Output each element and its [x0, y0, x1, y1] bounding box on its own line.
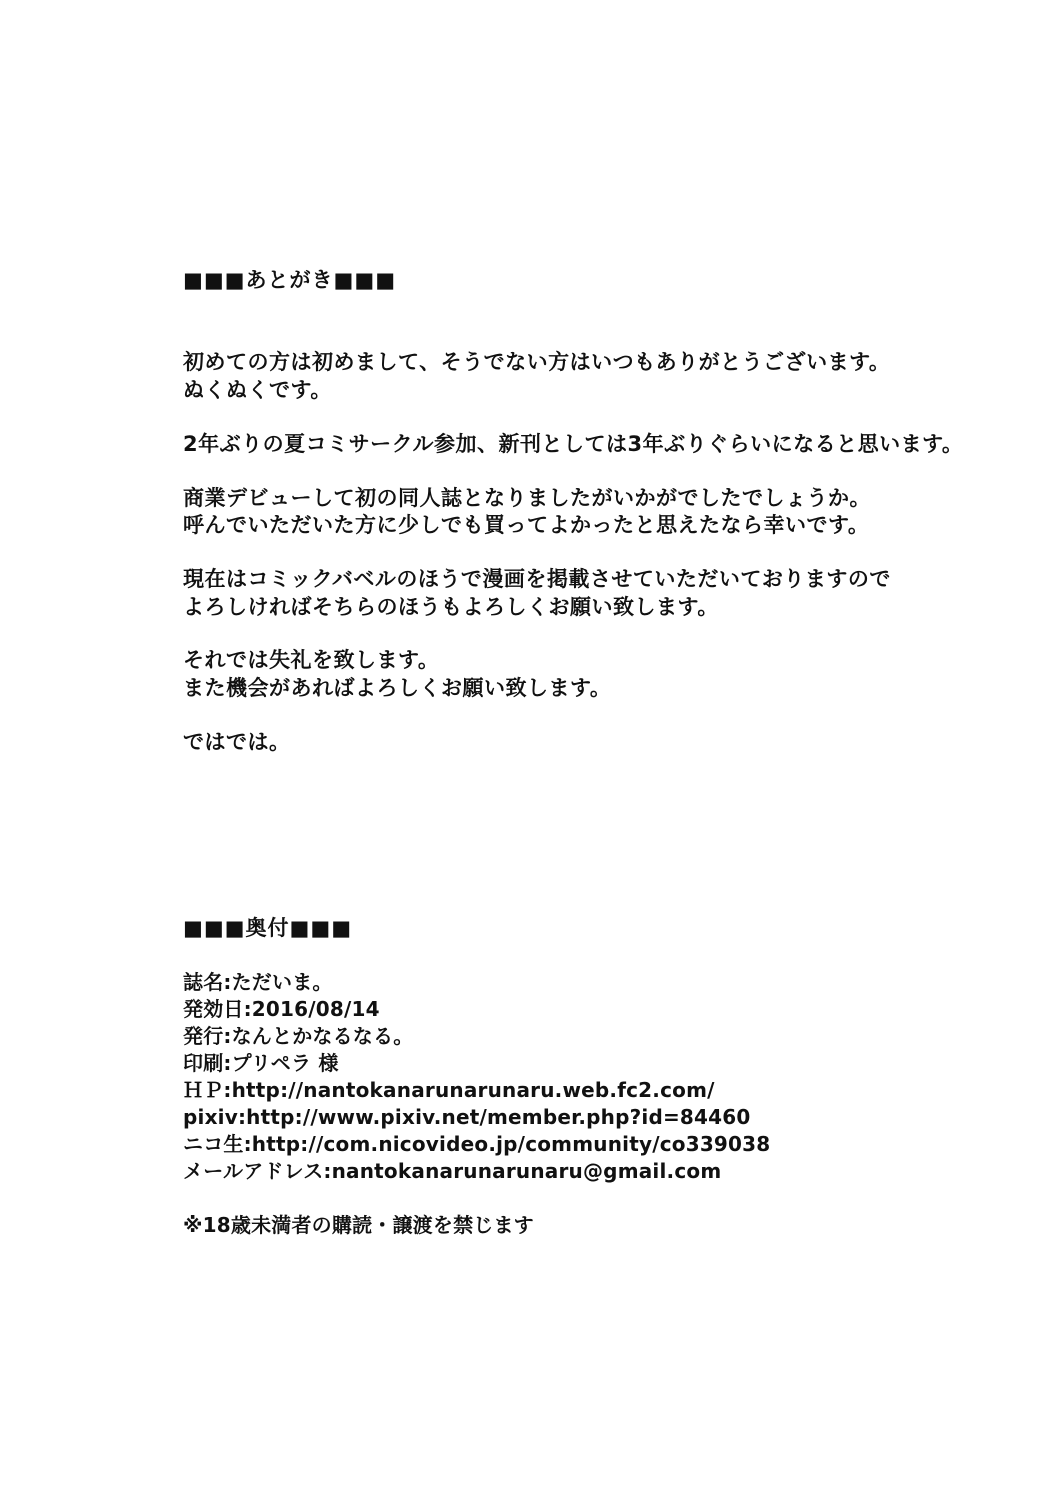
afterword-line: 2年ぶりの夏コミサークル参加、新刊としては3年ぶりぐらいになると思います。 — [183, 432, 964, 456]
age-restriction-notice: ※18歳未満者の購読・譲渡を禁じます — [183, 1213, 534, 1237]
afterword-line: 現在はコミックバベルのほうで漫画を掲載させていただいておりますので — [183, 567, 891, 591]
afterword-line: よろしければそちらのほうもよろしくお願い致します。 — [183, 595, 719, 619]
colophon-niconico: ニコ生:http://com.nicovideo.jp/community/co339038 — [183, 1132, 771, 1156]
afterword-heading: ■■■あとがき■■■ — [183, 268, 397, 292]
afterword-line: 初めての方は初めまして、そうでない方はいつもありがとうございます。 — [183, 350, 891, 374]
colophon-heading: ■■■奥付■■■ — [183, 916, 353, 940]
colophon-title: 誌名:ただいま。 — [183, 970, 333, 994]
colophon-date: 発効日:2016/08/14 — [183, 997, 380, 1021]
colophon-email: メールアドレス:nantokanarunarunaru@gmail.com — [183, 1159, 722, 1183]
afterword-line: ぬくぬくです。 — [183, 378, 332, 402]
afterword-line: 商業デビューして初の同人誌となりましたがいかがでしたでしょうか。 — [183, 486, 871, 510]
afterword-line: また機会があればよろしくお願い致します。 — [183, 676, 612, 700]
afterword-line: それでは失礼を致します。 — [183, 648, 440, 672]
afterword-line: 呼んでいただいた方に少しでも買ってよかったと思えたなら幸いです。 — [183, 513, 870, 537]
afterword-line: ではでは。 — [183, 730, 291, 754]
colophon-publisher: 発行:なんとかなるなる。 — [183, 1024, 414, 1048]
colophon-pixiv: pixiv:http://www.pixiv.net/member.php?id=84460 — [183, 1105, 751, 1129]
colophon-printer: 印刷:プリペラ 様 — [183, 1051, 339, 1075]
colophon-homepage: ＨＰ:http://nantokanarunarunaru.web.fc2.com/ — [183, 1078, 715, 1102]
